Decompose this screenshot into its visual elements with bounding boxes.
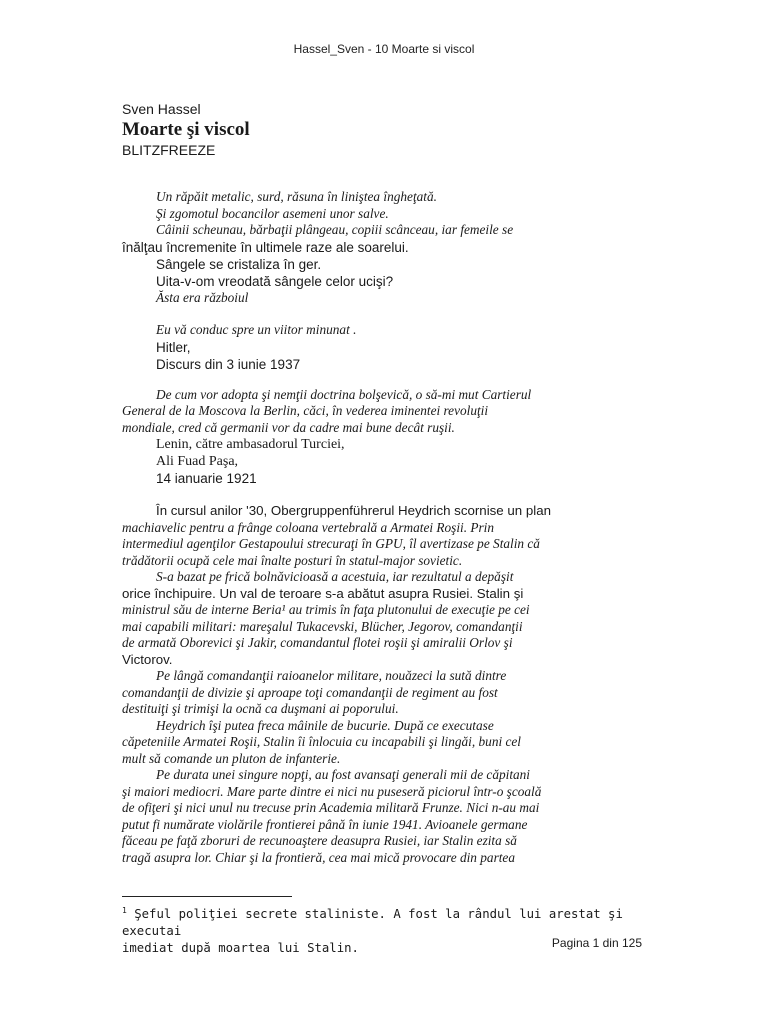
footnote-marker: 1 <box>122 906 127 915</box>
quote-recipient: Ali Fuad Paşa, <box>156 454 239 469</box>
quote-date: 14 ianuarie 1921 <box>156 471 257 486</box>
paragraph: În cursul anilor '30, Obergruppenführerul Heydrich scornise un plan machiavelic pentru a frânge coloana vertebrală a Armatei Roşii. Prin intermediul agenţilor Gestapoului strecuraţi în GPU, îl avertizase pe Stalin că trădătorii ocupă cele mai înalte posturi în statul-major sovietic. <box>122 503 552 568</box>
quote-text: General de la Moscova la Berlin, căci, în vederea iminentei revoluţii <box>122 403 489 418</box>
paragraph: Pe lângă comandanţii raioanelor militare, nouăzeci la sută dintre comandanţii de divizie şi aproape toţi comandanţii de regiment au fost destituiţi şi trimişi la ocnă ca duşmani ai poporului. <box>122 668 507 716</box>
poem-line: Uita-v-om vreodată sângele celor ucişi? <box>156 273 394 289</box>
quote-author: Lenin, către ambasadorul Turciei, <box>156 437 345 452</box>
paragraph: S-a bazat pe frică bolnăvicioasă a acestuia, iar rezultatul a depăşit orice închipuire. Un val de teroare s-a abătut asupra Rusiei. Stalin şi ministrul său de interne Beria¹ au trimis în faţa plutonului de execuţie pe cei mai capabili militari: mareşalul Tukacevski, Blücher, Jegorov, comandanţii de armată Oborevici şi Jakir, comandantul flotei roşii şi amiralii Orlov şi Victorov. <box>122 569 530 667</box>
book-subtitle: BLITZFREEZE <box>122 142 216 158</box>
footnote-text: imediat după moartea lui Stalin. <box>122 941 359 956</box>
poem-line: Sângele se cristaliza în ger. <box>156 256 322 272</box>
book-author: Sven Hassel <box>122 101 201 117</box>
quote-author: Hitler, <box>156 339 191 355</box>
footnote-divider <box>122 896 292 897</box>
poem-line: înălţau încremenite în ultimele raze ale soarelui. <box>122 239 409 255</box>
quote-source: Discurs din 3 iunie 1937 <box>156 356 301 372</box>
poem-line: Şi zgomotul bocancilor asemeni unor salve. <box>156 205 389 221</box>
footnote-text: Şeful poliţiei secrete staliniste. A fost la rândul lui arestat şi executai <box>122 907 623 939</box>
paragraph: Pe durata unei singure nopţi, au fost avansaţi generali mii de căpitani şi maiori mediocri. Mare parte dintre ei nici nu puseseră piciorul într-o şcoală de ofiţeri şi nici unul nu trecuse prin Academia militară Frunze. Nici n-au mai putut fi numărate violările frontierei până în iunie 1941. Avioanele germane făceau pe faţă zboruri de recunoaştere deasupra Rusiei, iar Stalin ezita să tragă asupra lor. Chiar şi la frontieră, cea mai mică provocare din partea <box>122 767 542 865</box>
paragraph: Heydrich îşi putea freca mâinile de bucurie. După ce executase căpeteniile Armatei Roşii, Stalin îi înlocuia cu incapabili şi lingăi, buni cel mult să comande un pluton de infanterie. <box>122 717 521 766</box>
quote-text: Eu vă conduc spre un viitor minunat . <box>156 322 357 337</box>
quote-text: mondiale, cred că germanii vor da cadre mai bune decât ruşii. <box>122 419 455 435</box>
quote-text: De cum vor adopta şi nemţii doctrina bolşevică, o să-mi mut Cartierul <box>156 386 532 402</box>
epigraph-lenin <box>122 387 634 488</box>
poem-line: Un răpăit metalic, surd, răsuna în liniştea îngheţată. <box>156 189 437 204</box>
page-header: Hassel_Sven - 10 Moarte si viscol <box>293 42 475 56</box>
page-number: Pagina 1 din 125 <box>551 936 642 950</box>
page-content <box>122 100 634 866</box>
poem-line: Ăsta era războiul <box>156 289 249 305</box>
book-title: Moarte şi viscol <box>122 119 250 140</box>
epigraph-hitler <box>156 322 634 373</box>
epigraph-poem <box>122 189 634 306</box>
body-text <box>122 503 634 866</box>
poem-line: Câinii scheunau, bărbaţii plângeau, copiii scânceau, iar femeile se <box>156 222 514 237</box>
